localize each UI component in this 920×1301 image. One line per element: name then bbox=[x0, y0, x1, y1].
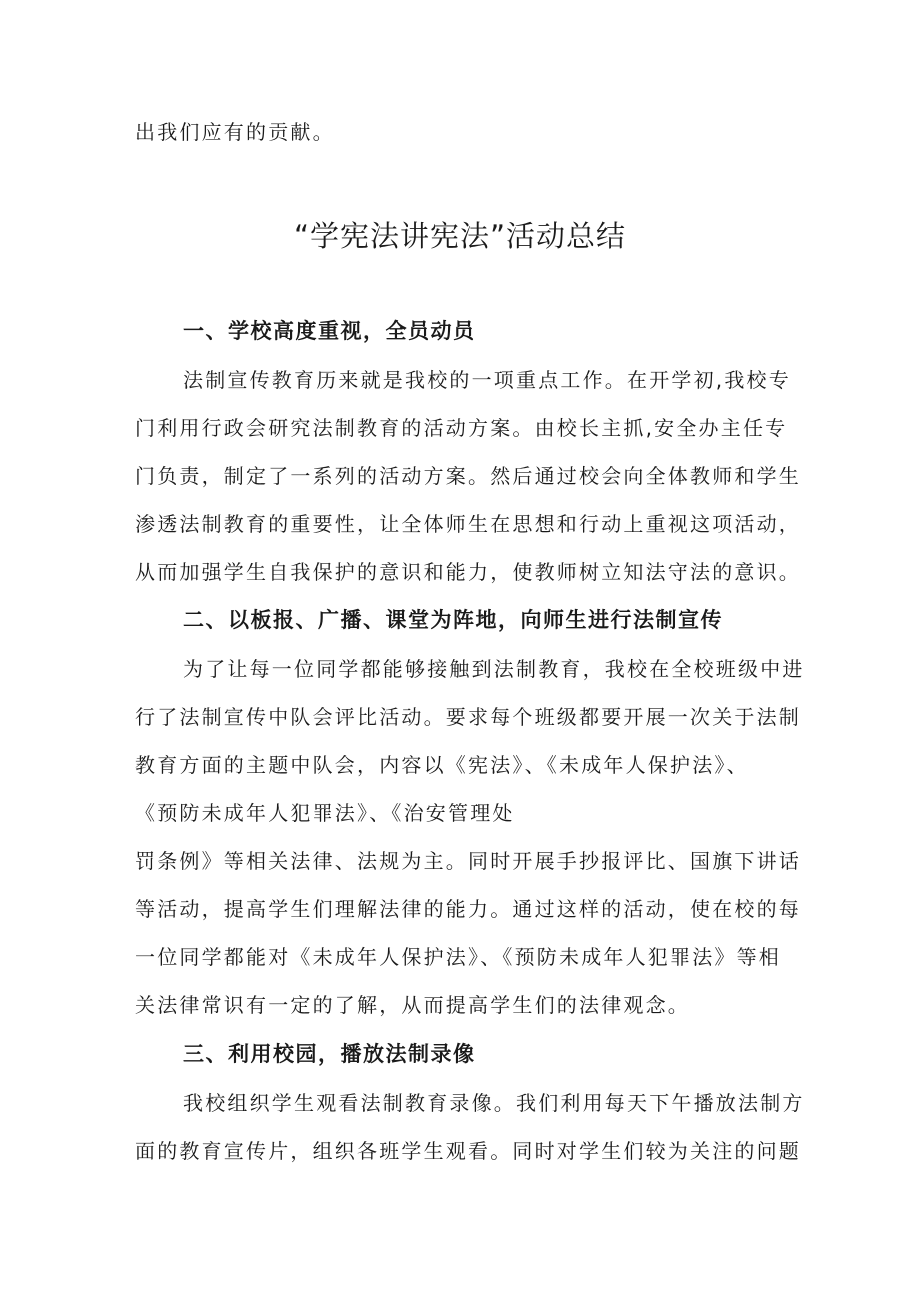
section-1-line: 渗透法制教育的重要性，让全体师生在思想和行动上重视这项活动， bbox=[135, 512, 801, 536]
section-1-heading: 一、学校高度重视，全员动员 bbox=[183, 319, 476, 343]
section-2-line: 《预防未成年人犯罪法》、《治安管理处 bbox=[135, 801, 515, 825]
section-1-line: 从而加强学生自我保护的意识和能力，使教师树立知法守法的意识。 bbox=[135, 560, 801, 584]
section-2-line: 罚条例》等相关法律、法规为主。同时开展手抄报评比、国旗下讲话 bbox=[135, 849, 801, 873]
section-2-line: 关法律常识有一定的了解，从而提高学生们的法律观念。 bbox=[135, 993, 690, 1017]
section-2-heading: 二、以板报、广播、课堂为阵地，向师生进行法制宣传 bbox=[183, 608, 723, 632]
section-1-line: 门利用行政会研究法制教育的活动方案。由校长主抓,安全办主任专 bbox=[135, 416, 788, 440]
section-1-line: 门负责，制定了一系列的活动方案。然后通过校会向全体教师和学生 bbox=[135, 464, 801, 488]
section-3-line: 我校组织学生观看法制教育录像。我们利用每天下午播放法制方 bbox=[183, 1091, 805, 1115]
document-title: “学宪法讲宪法”活动总结 bbox=[293, 219, 627, 253]
section-2-line: 为了让每一位同学都能够接触到法制教育，我校在全校班级中进 bbox=[183, 657, 805, 681]
section-3-heading: 三、利用校园，播放法制录像 bbox=[183, 1042, 476, 1066]
section-2-line: 一位同学都能对《未成年人保护法》、《预防未成年人犯罪法》等相 bbox=[135, 945, 781, 969]
continued-paragraph-fragment: 出我们应有的贡献。 bbox=[135, 120, 335, 144]
section-2-line: 等活动，提高学生们理解法律的能力。通过这样的活动，使在校的每 bbox=[135, 897, 801, 921]
section-1-line: 法制宣传教育历来就是我校的一项重点工作。在开学初,我校专 bbox=[183, 368, 791, 392]
section-2-line: 教育方面的主题中队会，内容以《宪法》、《未成年人保护法》、 bbox=[135, 753, 749, 777]
section-2-line: 行了法制宣传中队会评比活动。要求每个班级都要开展一次关于法制 bbox=[135, 705, 801, 729]
section-3-line: 面的教育宣传片，组织各班学生观看。同时对学生们较为关注的问题 bbox=[135, 1139, 801, 1163]
